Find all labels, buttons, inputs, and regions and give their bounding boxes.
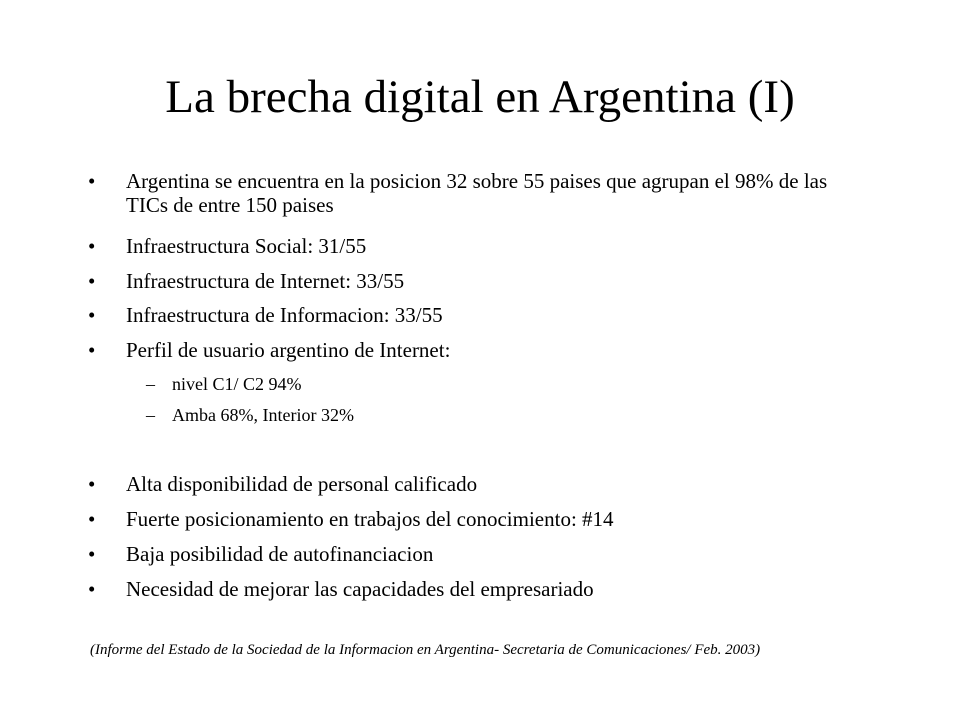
- bullet-icon: •: [88, 234, 96, 258]
- bullet-icon: •: [88, 338, 96, 362]
- bullet-item: [88, 507, 858, 531]
- dash-icon: –: [146, 374, 155, 394]
- bullet-item: [88, 472, 858, 496]
- bullet-icon: •: [88, 542, 96, 566]
- slide-title: La brecha digital en Argentina (I): [165, 71, 795, 123]
- sub-bullet-item: [146, 373, 846, 395]
- bullet-item: [88, 338, 858, 362]
- bullet-text: Argentina se encuentra en la posicion 32 sobre 55 paises que agrupan el 98% de las TICs de entre 150 paises: [126, 169, 828, 217]
- bullet-icon: •: [88, 577, 96, 601]
- bullet-text: Alta disponibilidad de personal calificado: [126, 472, 478, 496]
- bullet-text: Fuerte posicionamiento en trabajos del conocimiento: #14: [126, 507, 614, 531]
- source-footnote: (Informe del Estado de la Sociedad de la Informacion en Argentina- Secretaria de Comunicaciones/ Feb. 2003): [90, 642, 761, 658]
- bullet-text: Necesidad de mejorar las capacidades del empresariado: [126, 577, 594, 601]
- bullet-item: [88, 577, 858, 601]
- sub-bullet-text: Amba 68%, Interior 32%: [172, 405, 354, 425]
- bullet-text: Baja posibilidad de autofinanciacion: [126, 542, 434, 566]
- bullet-text: Infraestructura de Internet: 33/55: [126, 269, 405, 293]
- bullet-text: Infraestructura Social: 31/55: [126, 234, 367, 258]
- bullet-icon: •: [88, 472, 96, 496]
- bullet-item: [88, 542, 858, 566]
- bullet-text: Infraestructura de Informacion: 33/55: [126, 303, 443, 327]
- bullet-item: [88, 269, 858, 293]
- bullet-icon: •: [88, 269, 96, 293]
- bullet-icon: •: [88, 507, 96, 531]
- bullet-icon: •: [88, 169, 96, 193]
- bullet-item: [88, 303, 858, 327]
- bullet-text: Perfil de usuario argentino de Internet:: [126, 338, 451, 362]
- sub-bullet-text: nivel C1/ C2 94%: [172, 374, 302, 394]
- bullet-icon: •: [88, 303, 96, 327]
- dash-icon: –: [146, 405, 155, 425]
- sub-bullet-item: [146, 404, 846, 426]
- bullet-item: [88, 234, 858, 258]
- bullet-item: [88, 169, 858, 217]
